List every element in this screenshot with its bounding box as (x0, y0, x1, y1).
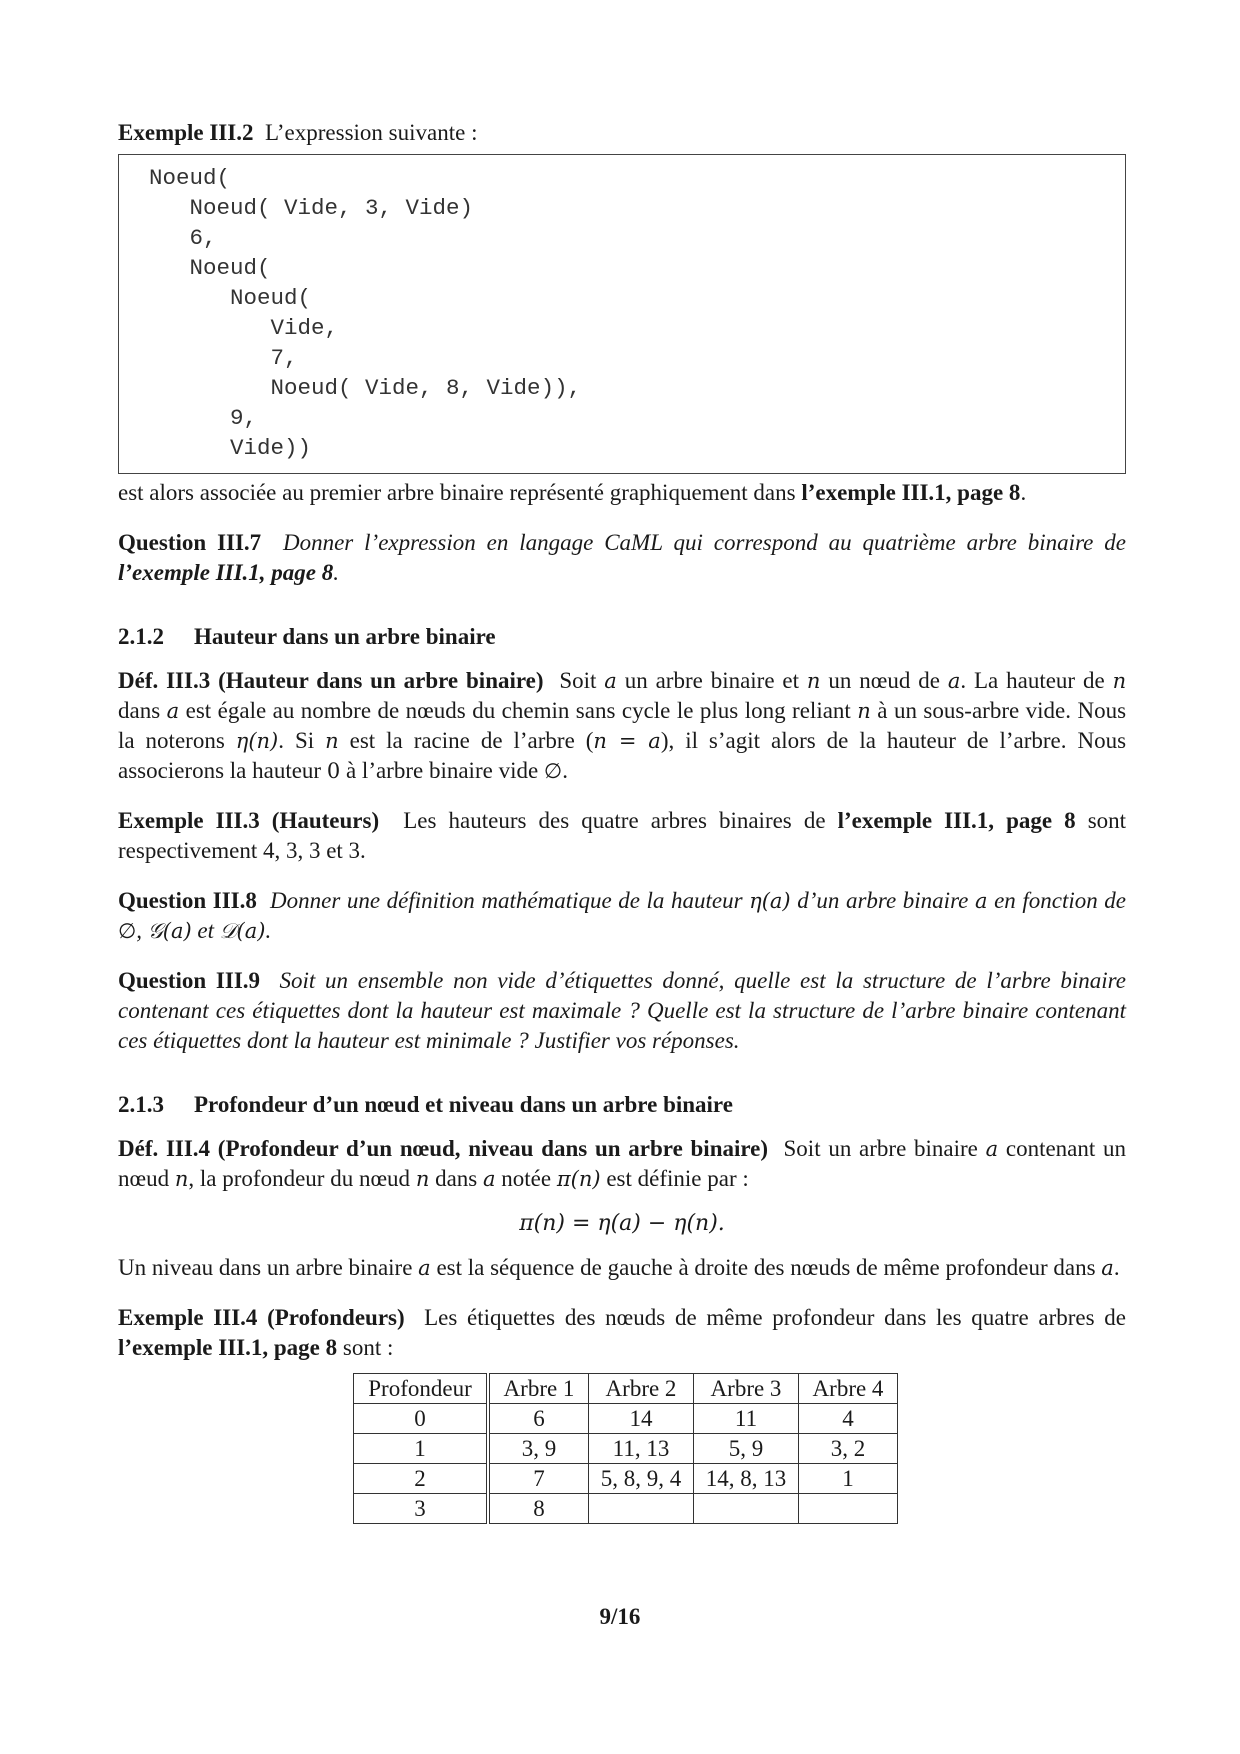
depth-table (353, 1373, 898, 1524)
text: notée (501, 1166, 552, 1191)
section-number: 2.1.3 (118, 1092, 164, 1117)
table-row (354, 1464, 898, 1494)
text: sont respectivement 4, 3, 3 et 3. (118, 808, 1127, 863)
section-title: Profondeur d’un nœud et niveau dans un arbre binaire (194, 1092, 733, 1117)
punct: . (1020, 480, 1027, 505)
example-iii3-label: Exemple III.3 (Hauteurs) (118, 808, 380, 833)
text: à un sous-arbre vide. Nous la noterons (118, 698, 1127, 753)
code-line: 9, (149, 405, 258, 431)
section-title: Hauteur dans un arbre binaire (194, 624, 496, 649)
text: . Si (278, 728, 315, 753)
table-header-cell: Arbre 2 (589, 1374, 694, 1404)
text: est la séquence de gauche à droite des nœuds de même profondeur dans (436, 1255, 1096, 1280)
table-cell: 14 (589, 1404, 694, 1434)
table-cell: 5, 9 (694, 1434, 799, 1464)
table-row (354, 1494, 898, 1524)
example-iii2-intro-text: L’expression suivante : (264, 120, 478, 145)
text: , la profondeur du nœud (188, 1166, 411, 1191)
math-var: a (974, 889, 988, 913)
code-line: Vide)) (149, 435, 312, 461)
cross-reference-link[interactable]: l’exemple III.1, page 8 (118, 1335, 338, 1360)
math-expr: η(n) (235, 729, 279, 753)
code-line: 6, (149, 225, 217, 251)
section-number: 2.1.2 (118, 624, 164, 649)
depth-formula (118, 1208, 1126, 1239)
question-iii8-label: Question III.8 (118, 888, 257, 913)
table-cell: 11, 13 (589, 1434, 694, 1464)
punct: . (333, 560, 340, 585)
cross-reference-link[interactable]: l’exemple III.1, page 8 (118, 560, 334, 585)
table-cell: 2 (354, 1464, 489, 1494)
table-cell (799, 1494, 898, 1524)
page-content (118, 118, 1126, 1524)
question-iii9-label: Question III.9 (118, 968, 261, 993)
math-var: a (1101, 1256, 1114, 1280)
example-iii4-label: Exemple III.4 (Profondeurs) (118, 1305, 405, 1330)
text: Les hauteurs des quatre arbres binaires de (403, 808, 826, 833)
table-header-cell: Arbre 4 (799, 1374, 898, 1404)
table-cell: 7 (488, 1464, 589, 1494)
math-var: a (604, 669, 617, 693)
punct: . (265, 918, 272, 943)
code-line: Noeud( Vide, 8, Vide)), (149, 375, 582, 401)
math-expr: π(n) (556, 1167, 601, 1191)
text: Soit (559, 668, 597, 693)
table-cell: 3, 9 (488, 1434, 589, 1464)
math-number: 0 (326, 759, 341, 783)
text: à l’arbre binaire vide (345, 758, 539, 783)
text: dans (118, 698, 161, 723)
text: sont : (342, 1335, 394, 1360)
math-var: n (415, 1167, 430, 1191)
math-var: a (947, 669, 961, 693)
text: Soit un arbre binaire (783, 1136, 978, 1161)
math-formula: π(n) = η(a) − η(n). (519, 1211, 725, 1236)
code-line: Noeud( Vide, 3, Vide) (149, 195, 474, 221)
example-iii4 (118, 1303, 1126, 1363)
text: est définie par : (606, 1166, 749, 1191)
definition-iii3-label: Déf. III.3 (Hauteur dans un arbre binaire) (118, 668, 544, 693)
table-cell: 3, 2 (799, 1434, 898, 1464)
text: est la racine de l’arbre ( (349, 728, 594, 753)
math-var: n (325, 729, 339, 753)
question-iii7-label: Question III.7 (118, 530, 262, 555)
table-header-cell: Profondeur (354, 1374, 489, 1404)
punct: . (562, 758, 568, 783)
code-line: Noeud( (149, 165, 231, 191)
math-var: n (806, 669, 821, 693)
question-iii8: Question III.8 Donner une définition mathématique de la hauteur η(a) d’un arbre binaire a en fonction de ∅, 𝒢(a) et 𝒟(a). (118, 888, 1127, 943)
question-iii7 (118, 528, 1126, 588)
math-expr: η(a) (749, 889, 791, 913)
question-iii9 (118, 966, 1126, 1056)
cross-reference-link[interactable]: l’exemple III.1, page 8 (801, 480, 1021, 505)
math-var: a (418, 1256, 431, 1280)
code-line: 7, (149, 345, 298, 371)
cross-reference-link[interactable]: l’exemple III.1, page 8 (837, 808, 1076, 833)
table-cell: 0 (354, 1404, 489, 1434)
text: en fonction de (994, 888, 1127, 913)
table-cell: 5, 8, 9, 4 (589, 1464, 694, 1494)
table-row (354, 1434, 898, 1464)
question-iii9-text: Soit un ensemble non vide d’étiquettes donné, quelle est la structure de l’arbre binaire contenant ces étiquettes dont la hauteur est maximale ? Quelle est la structure de l’arbre binaire contenant ces étiquettes dont la hauteur est minimale ? Justifier vos réponses. (118, 968, 1126, 1053)
page-number: 9/16 (599, 1604, 641, 1629)
math-var: n (857, 699, 871, 723)
math-var: a (166, 699, 180, 723)
text: dans (435, 1166, 478, 1191)
code-line: Noeud( (149, 255, 271, 281)
text: et (197, 918, 215, 943)
punct: . (1113, 1255, 1120, 1280)
text: contenant un nœud (118, 1136, 1127, 1191)
text: un arbre binaire et (624, 668, 800, 693)
definition-iii4-label: Déf. III.4 (Profondeur d’un nœud, niveau dans un arbre binaire) (118, 1136, 769, 1161)
table-cell (694, 1494, 799, 1524)
table-cell: 3 (354, 1494, 489, 1524)
table-cell: 1 (354, 1434, 489, 1464)
example-iii3 (118, 806, 1126, 866)
math-var: a (985, 1137, 999, 1161)
code-line: Vide, (149, 315, 339, 341)
example-iii2-label: Exemple III.2 (118, 120, 254, 145)
table-cell: 14, 8, 13 (694, 1464, 799, 1494)
text: Un niveau dans un arbre binaire (118, 1255, 413, 1280)
math-expr: n = a (593, 729, 661, 753)
table-cell: 11 (694, 1404, 799, 1434)
text: Donner une définition mathématique de la hauteur (270, 888, 743, 913)
table-cell (589, 1494, 694, 1524)
caml-code-block (118, 154, 1126, 474)
table-cell: 8 (488, 1494, 589, 1524)
table-header-cell: Arbre 3 (694, 1374, 799, 1404)
definition-iii3 (118, 666, 1126, 786)
definition-iii4 (118, 1134, 1126, 1194)
empty-set-symbol: ∅ (543, 759, 563, 783)
text: est égale au nombre de nœuds du chemin sans cycle le plus long reliant (185, 698, 851, 723)
math-var: n (174, 1167, 189, 1191)
table-header-cell: Arbre 1 (488, 1374, 589, 1404)
text: d’un arbre binaire (797, 888, 969, 913)
table-cell: 4 (799, 1404, 898, 1434)
text: Les étiquettes des nœuds de même profondeur dans les quatre arbres de (424, 1305, 1127, 1330)
example-iii2-intro (118, 118, 1126, 148)
example-iii2-after-text: est alors associée au premier arbre binaire représenté graphiquement dans (118, 480, 796, 505)
math-var: a (483, 1167, 496, 1191)
text: . La hauteur de (960, 668, 1105, 693)
text: un nœud de (828, 668, 940, 693)
section-heading-2-1-3 (118, 1090, 1126, 1120)
table-cell: 6 (488, 1404, 589, 1434)
math-expr: 𝒢(a) (147, 919, 192, 943)
code-line: Noeud( (149, 285, 312, 311)
section-heading-2-1-2 (118, 622, 1126, 652)
question-iii7-text: Donner l’expression en langage CaML qui correspond au quatrième arbre binaire de (282, 530, 1126, 555)
table-cell: 1 (799, 1464, 898, 1494)
text: ), il s’agit alors de la hauteur de l’arbre. Nous associerons la hauteur (118, 728, 1127, 783)
level-definition (118, 1253, 1126, 1283)
table-header-row (354, 1374, 898, 1404)
table-row (354, 1404, 898, 1434)
empty-set-symbol: ∅ (118, 919, 137, 943)
math-var: n (1112, 669, 1127, 693)
math-expr: 𝒟(a) (219, 919, 266, 943)
example-iii2-after (118, 478, 1126, 508)
